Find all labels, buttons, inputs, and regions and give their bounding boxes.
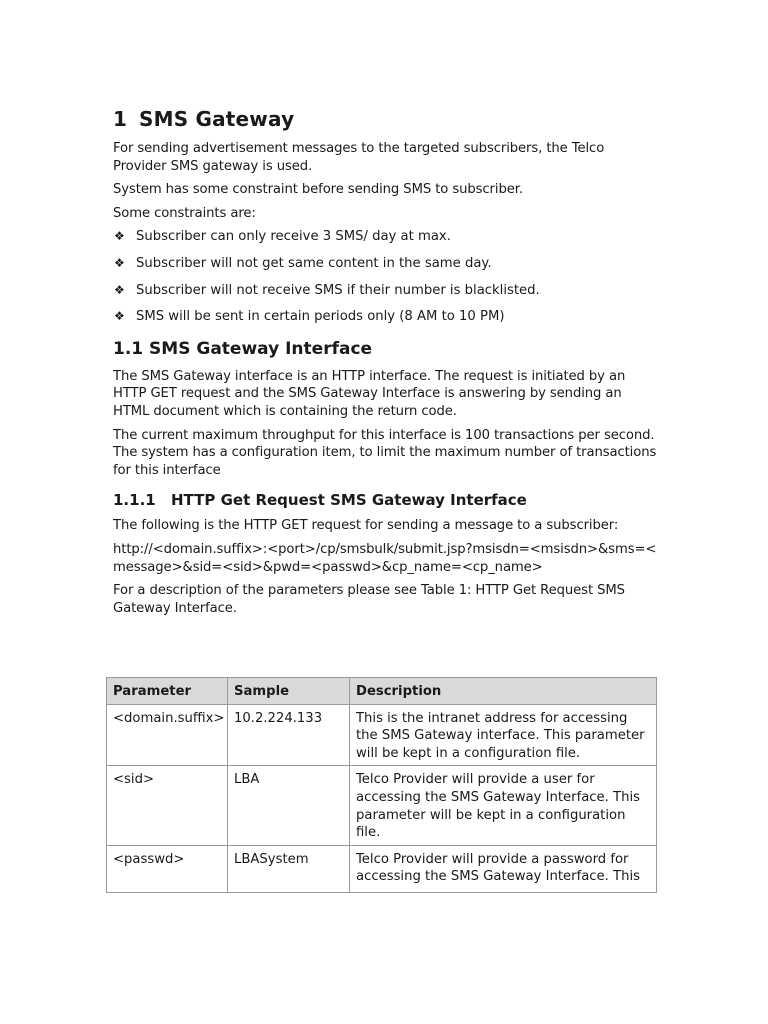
table-row — [107, 766, 657, 845]
intro-paragraph: System has some constraint before sending SMS to subscriber. — [113, 182, 523, 198]
cell-sample: 10.2.224.133 — [228, 704, 350, 766]
heading-sms-gateway: 1 SMS Gateway — [113, 107, 295, 131]
table-row — [107, 845, 657, 892]
intro-paragraph: Some constraints are: — [113, 205, 256, 221]
cell-description: Telco Provider will provide a password for accessing the SMS Gateway Interface. This — [350, 845, 657, 892]
list-item: ❖ Subscriber will not receive SMS if their number is blacklisted. — [114, 282, 540, 298]
diamond-bullet-icon: ❖ — [114, 309, 125, 324]
list-item: ❖ Subscriber can only receive 3 SMS/ day at max. — [114, 229, 451, 245]
constraints-list — [113, 228, 658, 325]
interface-paragraph: The current maximum throughput for this interface is 100 transactions per second. The system has a configuration item, to limit the maximum number of transactions for this interface — [113, 427, 657, 478]
request-intro: The following is the HTTP GET request for sending a message to a subscriber: — [113, 518, 619, 534]
cell-sample: LBA — [228, 766, 350, 845]
interface-paragraph: The SMS Gateway interface is an HTTP interface. The request is initiated by an HTTP GET request and the SMS Gateway Interface is answering by sending an HTML document which is containing the return code. — [113, 368, 626, 419]
heading-http-get-request: 1.1.1 HTTP Get Request SMS Gateway Interface — [113, 491, 527, 510]
column-header-sample: Sample — [228, 678, 350, 705]
cell-parameter: <domain.suffix> — [107, 704, 228, 766]
table-header-row — [107, 678, 657, 705]
document-page — [113, 104, 658, 623]
diamond-bullet-icon: ❖ — [114, 282, 125, 297]
table-reference: For a description of the parameters please see Table 1: HTTP Get Request SMS Gateway Interface. — [113, 583, 625, 616]
cell-parameter: <sid> — [107, 766, 228, 845]
request-url: http://<domain.suffix>:<port>/cp/smsbulk/submit.jsp?msisdn=<msisdn>&sms=<message>&sid=<sid>&pwd=<passwd>&cp_name=<cp_name> — [113, 541, 657, 575]
intro-paragraph: For sending advertisement messages to the targeted subscribers, the Telco Provider SMS gateway is used. — [113, 141, 605, 174]
heading-sms-gateway-interface: 1.1 SMS Gateway Interface — [113, 338, 373, 359]
column-header-parameter: Parameter — [107, 678, 228, 705]
column-header-description: Description — [350, 678, 657, 705]
cell-parameter: <passwd> — [107, 845, 228, 892]
cell-description: This is the intranet address for accessing the SMS Gateway interface. This parameter will be kept in a configuration file. — [350, 704, 657, 766]
cell-sample: LBASystem — [228, 845, 350, 892]
diamond-bullet-icon: ❖ — [114, 229, 125, 244]
list-item: ❖ Subscriber will not get same content in the same day. — [114, 255, 492, 271]
cell-description: Telco Provider will provide a user for accessing the SMS Gateway Interface. This parameter will be kept in a configuration file. — [350, 766, 657, 845]
parameters-table — [106, 677, 657, 893]
table-row — [107, 704, 657, 766]
diamond-bullet-icon: ❖ — [114, 255, 125, 270]
list-item: ❖ SMS will be sent in certain periods only (8 AM to 10 PM) — [114, 309, 505, 325]
